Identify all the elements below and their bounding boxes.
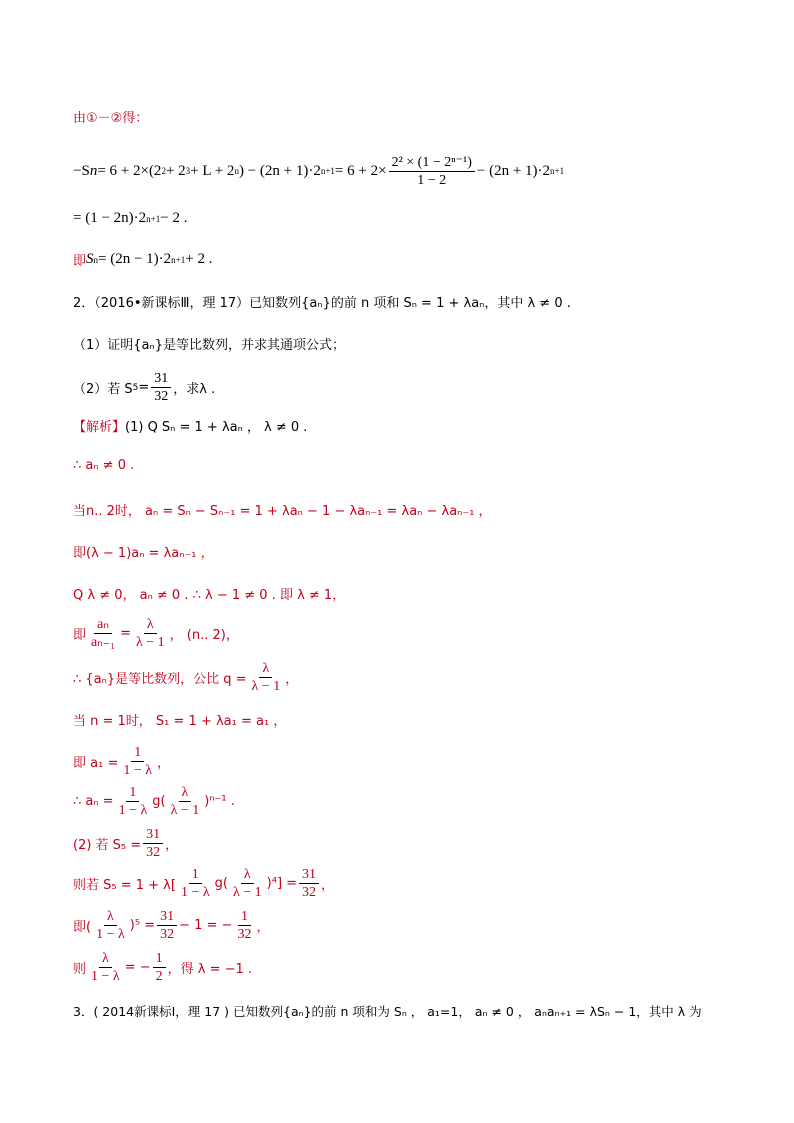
question-3: 3．( 2014新课标Ⅰ，理 17 ) 已知数列{aₙ}的前 n 项和为 Sₙ ， a₁=1， aₙ ≠ 0 ， aₙaₙ₊₁ = λSₙ − 1，其中 λ 为: [73, 1004, 702, 1019]
question-2-part-1: （1）证明{aₙ}是等比数列，并求其通项公式；: [73, 338, 345, 353]
solution-line-10: ∴ aₙ = $\frac{1}{1 - \lambda}$ g( $\frac{\lambda}{\lambda - 1}$ )ⁿ⁻¹ .: [73, 785, 235, 818]
solution-line-12: 则若 S₅ = 1 + λ[ $\frac{1}{1 - \lambda}$ g( $\frac{\lambda}{\lambda - 1}$ )⁴] = $\frac{31}{32}$ ，: [73, 867, 335, 900]
equation-sum: −S n = 6 + 2×(2 2 + 2 3 + L + 2 n ) − (2n + 1)·2 n+1 = 6 + 2× $\frac{\text{2² × (1 − 2ⁿ⁻¹)}}{1 - 2}$ − (2n + 1)·2 n+1: [73, 154, 565, 188]
solution-line-5: Q λ ≠ 0， aₙ ≠ 0 . ∴ λ − 1 ≠ 0 . 即 λ ≠ 1，: [73, 588, 346, 603]
equation-result: 即 S n = (2n − 1)·2 n+1 + 2 .: [73, 251, 213, 269]
question-2-part-2: （2）若 S 5 = $\frac{31}{32}$ ，求λ .: [73, 371, 216, 404]
solution-line-9: 即 a₁ = $\frac{1}{1 - \lambda}$ ，: [73, 745, 171, 778]
step-label: 由①－②得：: [73, 111, 149, 126]
analysis-label: 【解析】: [73, 420, 126, 435]
solution-line-7: ∴ {aₙ}是等比数列，公比 q = $\frac{\lambda}{\lambda - 1}$ ，: [73, 661, 299, 694]
question-2: 2．（2016•新课标Ⅲ，理 17）已知数列{aₙ}的前 n 项和 Sₙ = 1 + λaₙ，其中 λ ≠ 0 .: [73, 296, 571, 311]
solution-line-2: ∴ aₙ ≠ 0 .: [73, 458, 135, 473]
equation-simplify: = (1 − 2n)·2 n+1 − 2 .: [73, 210, 188, 226]
solution-line-1: 【解析】 (1) Q Sₙ = 1 + λaₙ ， λ ≠ 0 .: [73, 416, 307, 435]
solution-line-11: (2) 若 S₅ = $\frac{31}{32}$ ，: [73, 827, 179, 860]
solution-line-13: 即( $\frac{\lambda}{1 - \lambda}$ )⁵ = $\frac{31}{32}$ − 1 = − $\frac{1}{32}$ ，: [73, 909, 270, 942]
solution-line-14: 则 $\frac{\lambda}{1 - \lambda}$ = − $\frac{1}{2}$ ，得 λ = −1 .: [73, 951, 253, 984]
solution-line-3: 当n.. 2时， aₙ = Sₙ − Sₙ₋₁ = 1 + λaₙ − 1 − λaₙ₋₁ = λaₙ − λaₙ₋₁ ，: [73, 504, 492, 519]
solution-line-8: 当 n = 1时， S₁ = 1 + λa₁ = a₁ ，: [73, 714, 287, 729]
solution-line-4: 即(λ − 1)aₙ = λaₙ₋₁ ，: [73, 546, 214, 561]
solution-line-6: 即 $\frac{\text{aₙ}}{\text{aₙ₋₁}}$ = $\frac{\lambda}{\lambda - 1}$ ， (n.. 2)，: [73, 617, 239, 650]
